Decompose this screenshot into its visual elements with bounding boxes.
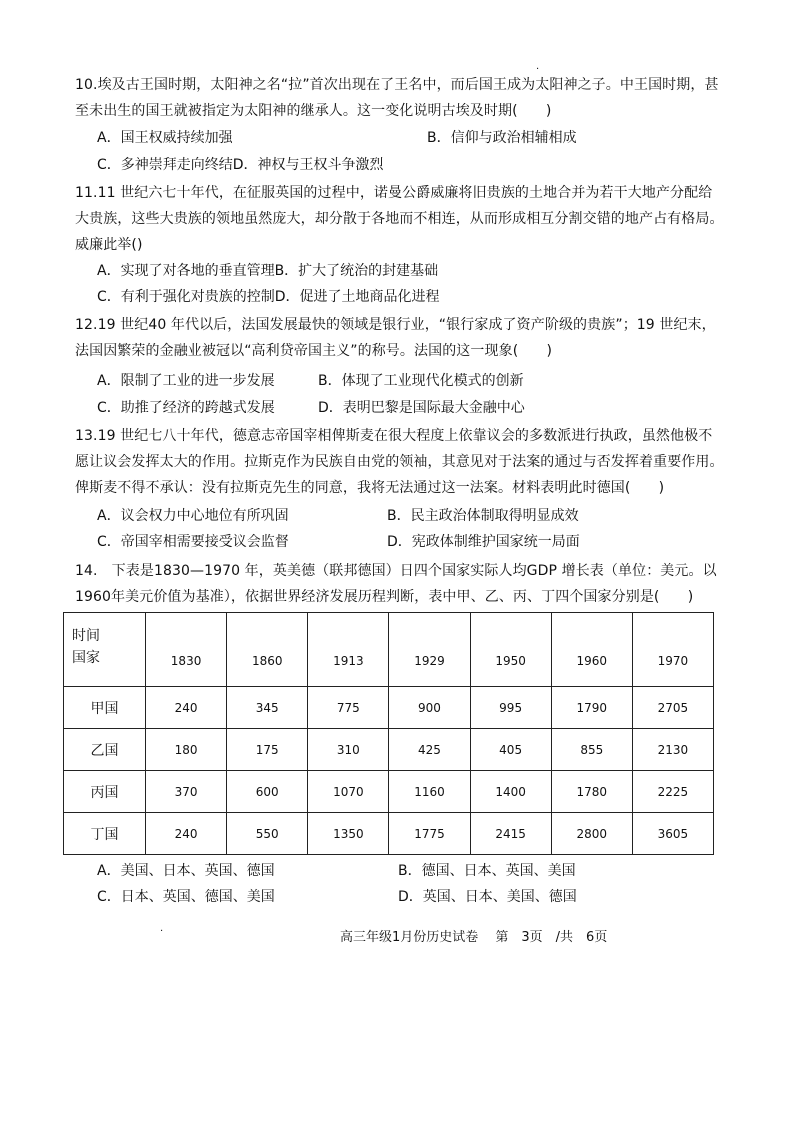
year-header: 1950 [470,613,551,687]
table-row [64,771,714,813]
table-cell: 855 [551,729,632,771]
table-row [64,813,714,855]
question-10-option-c-d[interactable]: C．多神崇拜走向终结D．神权与王权斗争激烈 [97,157,384,173]
table-cell: 1160 [389,771,470,813]
scan-dot: · [536,64,540,75]
question-13-option-d[interactable]: D．宪政体制维护国家统一局面 [387,534,580,550]
table-cell: 1780 [551,771,632,813]
table-cell: 1775 [389,813,470,855]
row-label-ding: 丁国 [64,813,146,855]
question-13-option-b[interactable]: B．民主政治体制取得明显成效 [387,508,579,524]
row-label-yi: 乙国 [64,729,146,771]
table-cell: 550 [227,813,308,855]
question-10-text: 10.埃及古王国时期，太阳神之名“拉”首次出现在了王名中，而后国王成为太阳神之子。中王国时期，甚至未出生的国王就被指定为太阳神的继承人。这一变化说明古埃及时期( ) [75,77,719,119]
table-cell: 240 [146,813,227,855]
table-cell: 2800 [551,813,632,855]
table-corner-cell [64,613,146,687]
question-11-option-a-b[interactable]: A．实现了对各地的垂直管理B．扩大了统治的封建基础 [97,263,439,279]
table-cell: 900 [389,687,470,729]
table-row [64,687,714,729]
row-label-jia: 甲国 [64,687,146,729]
question-13-option-c[interactable]: C．帝国宰相需要接受议会监督 [97,534,289,550]
question-12-option-a[interactable]: A．限制了工业的进一步发展 [97,373,275,389]
table-cell: 175 [227,729,308,771]
table-cell: 370 [146,771,227,813]
year-header: 1860 [227,613,308,687]
table-cell: 1400 [470,771,551,813]
question-13-option-a[interactable]: A．议会权力中心地位有所巩固 [97,508,289,524]
gdp-growth-table [63,612,714,855]
table-cell: 1790 [551,687,632,729]
table-cell: 775 [308,687,389,729]
table-cell: 180 [146,729,227,771]
table-cell: 240 [146,687,227,729]
table-cell: 405 [470,729,551,771]
question-14-option-c[interactable]: C．日本、英国、德国、美国 [97,889,275,905]
row-label-bing: 丙国 [64,771,146,813]
table-cell: 3605 [632,813,713,855]
table-cell: 995 [470,687,551,729]
table-cell: 2415 [470,813,551,855]
table-cell: 1070 [308,771,389,813]
table-cell: 2130 [632,729,713,771]
question-12-option-d[interactable]: D．表明巴黎是国际最大金融中心 [318,400,525,416]
table-cell: 310 [308,729,389,771]
question-14-option-a[interactable]: A．美国、日本、英国、德国 [97,863,275,879]
year-header: 1830 [146,613,227,687]
table-cell: 345 [227,687,308,729]
page-footer: 高三年级1月份历史试卷 第 3页 /共 6页 [340,930,608,945]
question-14-option-d[interactable]: D．英国、日本、美国、德国 [398,889,577,905]
question-11-text: 11.11 世纪六七十年代，在征服英国的过程中，诺曼公爵威廉将旧贵族的土地合并为若干大地产分配给大贵族，这些大贵族的领地虽然庞大，却分散于各地而不相连，从而形成相互分割交错的地产占有格局。威廉此举() [75,185,724,253]
question-10-option-a[interactable]: A．国王权威持续加强 [97,130,233,146]
corner-country-label: 国家 [72,650,100,666]
table-cell: 1350 [308,813,389,855]
table-cell: 425 [389,729,470,771]
question-14-option-b[interactable]: B．德国、日本、英国、美国 [398,863,576,879]
question-12-option-c[interactable]: C．助推了经济的跨越式发展 [97,400,275,416]
question-12-text: 12.19 世纪40 年代以后，法国发展最快的领域是银行业，“银行家成了资产阶级的贵族”；19 世纪末，法国因繁荣的金融业被冠以“高利贷帝国主义”的称号。法国的这一现象( ) [75,317,716,359]
table-cell: 2225 [632,771,713,813]
year-header: 1929 [389,613,470,687]
question-14-text: 14. 下表是1830—1970 年，英美德（联邦德国）日四个国家实际人均GDP 增长表（单位：美元。以1960年美元价值为基准），依据世界经济发展历程判断，表中甲、乙、丙、丁四个国家分别是( ) [75,563,717,605]
question-13-text: 13.19 世纪七八十年代，德意志帝国宰相俾斯麦在很大程度上依靠议会的多数派进行执政，虽然他极不愿让议会发挥太大的作用。拉斯克作为民族自由党的领袖，其意见对于法案的通过与否发挥着重要作用。俾斯麦不得不承认：没有拉斯克先生的同意，我将无法通过这一法案。材料表明此时德国( ) [75,428,724,496]
year-header: 1913 [308,613,389,687]
question-12-option-b[interactable]: B．体现了工业现代化模式的创新 [318,373,524,389]
table-row [64,729,714,771]
scan-dot: · [160,926,164,937]
year-header: 1970 [632,613,713,687]
question-10-option-b[interactable]: B．信仰与政治相辅相成 [427,130,577,146]
table-header-row [64,613,714,687]
table-cell: 600 [227,771,308,813]
year-header: 1960 [551,613,632,687]
question-11-option-c-d[interactable]: C．有利于强化对贵族的控制D．促进了土地商品化进程 [97,289,440,305]
table-cell: 2705 [632,687,713,729]
corner-time-label: 时间 [72,628,100,644]
